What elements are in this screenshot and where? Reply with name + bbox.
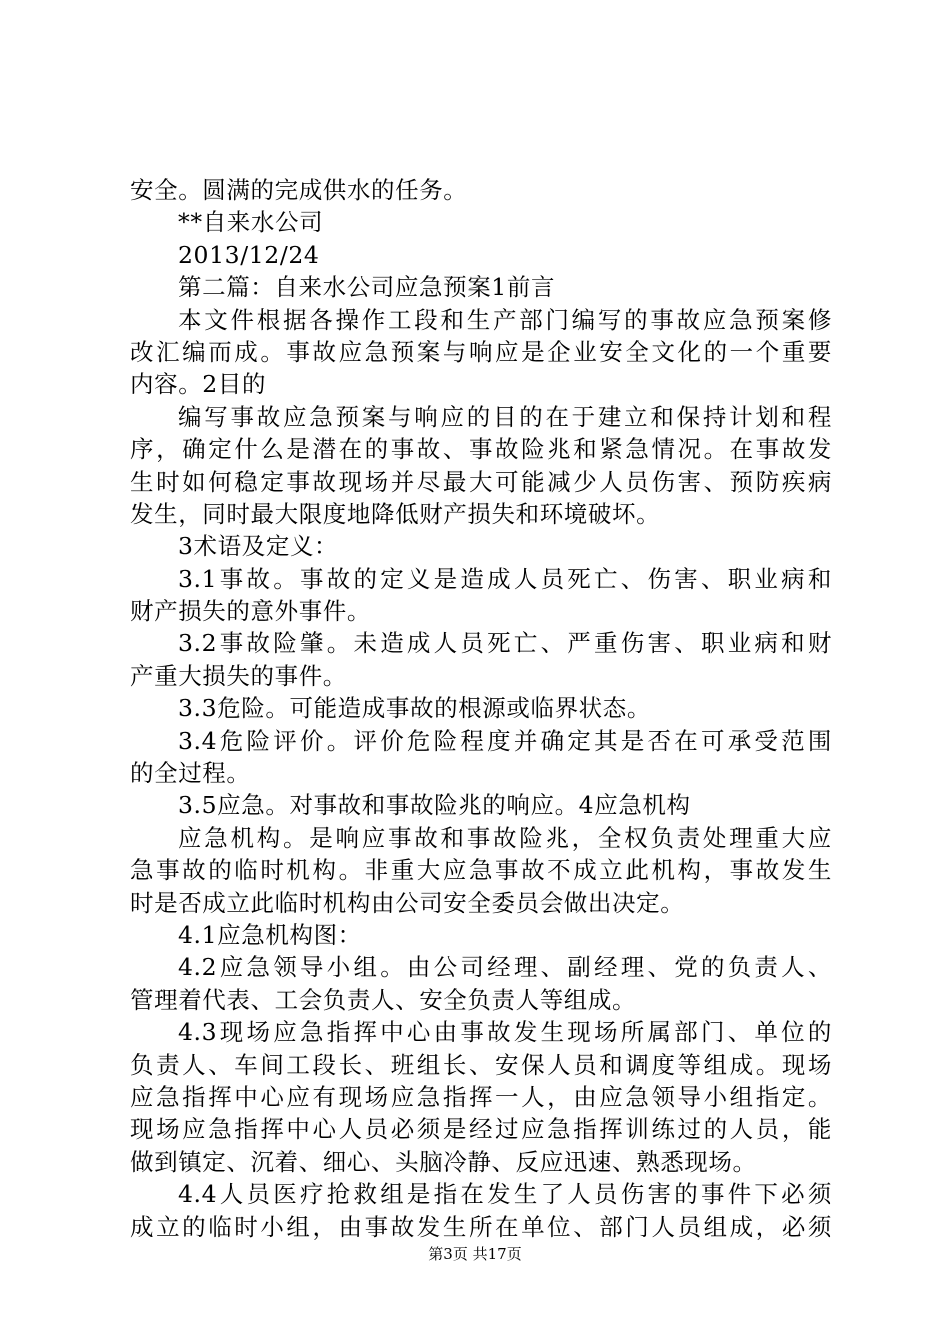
text-line: 第二篇：自来水公司应急预案1前言 (178, 273, 556, 302)
text-line: 成立的临时小组，由事故发生所在单位、部门人员组成，必须 (130, 1212, 832, 1241)
text-line: 4.3现场应急指挥中心由事故发生现场所属部门、单位的 (178, 1018, 832, 1047)
text-line: 3.2事故险肇。未造成人员死亡、严重伤害、职业病和财 (178, 629, 832, 658)
text-line: 序，确定什么是潜在的事故、事故险兆和紧急情况。在事故发 (130, 435, 832, 464)
text-line: 管理着代表、工会负责人、安全负责人等组成。 (130, 985, 637, 1014)
document-body (130, 174, 832, 1243)
text-line: 3.3危险。可能造成事故的根源或临界状态。 (178, 694, 651, 723)
text-line: 本文件根据各操作工段和生产部门编写的事故应急预案修 (178, 305, 832, 334)
text-line: 3.1事故。事故的定义是造成人员死亡、伤害、职业病和 (178, 564, 832, 593)
text-line: 发生，同时最大限度地降低财产损失和环境破坏。 (130, 499, 661, 528)
text-line: 4.4人员医疗抢救组是指在发生了人员伤害的事件下必须 (178, 1180, 832, 1209)
text-line: **自来水公司 (178, 208, 324, 237)
text-line: 3.4危险评价。评价危险程度并确定其是否在可承受范围 (178, 726, 832, 755)
text-line: 负责人、车间工段长、班组长、安保人员和调度等组成。现场 (130, 1050, 832, 1079)
text-line: 4.2应急领导小组。由公司经理、副经理、党的负责人、 (178, 953, 832, 982)
text-line: 3术语及定义： (178, 532, 339, 561)
text-line: 产重大损失的事件。 (130, 661, 347, 690)
text-line: 2013/12/24 (178, 240, 320, 269)
text-line: 改汇编而成。事故应急预案与响应是企业安全文化的一个重要 (130, 337, 832, 366)
text-line: 做到镇定、沉着、细心、头脑冷静、反应迅速、熟悉现场。 (130, 1147, 757, 1176)
text-line: 应急指挥中心应有现场应急指挥一人，由应急领导小组指定。 (130, 1082, 832, 1111)
text-line: 3.5应急。对事故和事故险兆的响应。4应急机构 (178, 791, 691, 820)
text-line: 应急机构。是响应事故和事故险兆，全权负责处理重大应 (178, 823, 832, 852)
text-line: 4.1应急机构图： (178, 920, 362, 949)
text-line: 急事故的临时机构。非重大应急事故不成立此机构，事故发生 (130, 856, 832, 885)
page-number-footer: 第3页 共17页 (428, 1245, 522, 1263)
text-line: 时是否成立此临时机构由公司安全委员会做出决定。 (130, 888, 685, 917)
text-line: 现场应急指挥中心人员必须是经过应急指挥训练过的人员，能 (130, 1115, 832, 1144)
text-line: 的全过程。 (130, 759, 251, 788)
text-line: 财产损失的意外事件。 (130, 597, 371, 626)
text-line: 编写事故应急预案与响应的目的在于建立和保持计划和程 (178, 402, 832, 431)
text-line: 安全。圆满的完成供水的任务。 (130, 176, 468, 204)
text-line: 生时如何稳定事故现场并尽最大可能减少人员伤害、预防疾病 (130, 467, 832, 496)
text-line: 内容。2目的 (130, 370, 267, 399)
